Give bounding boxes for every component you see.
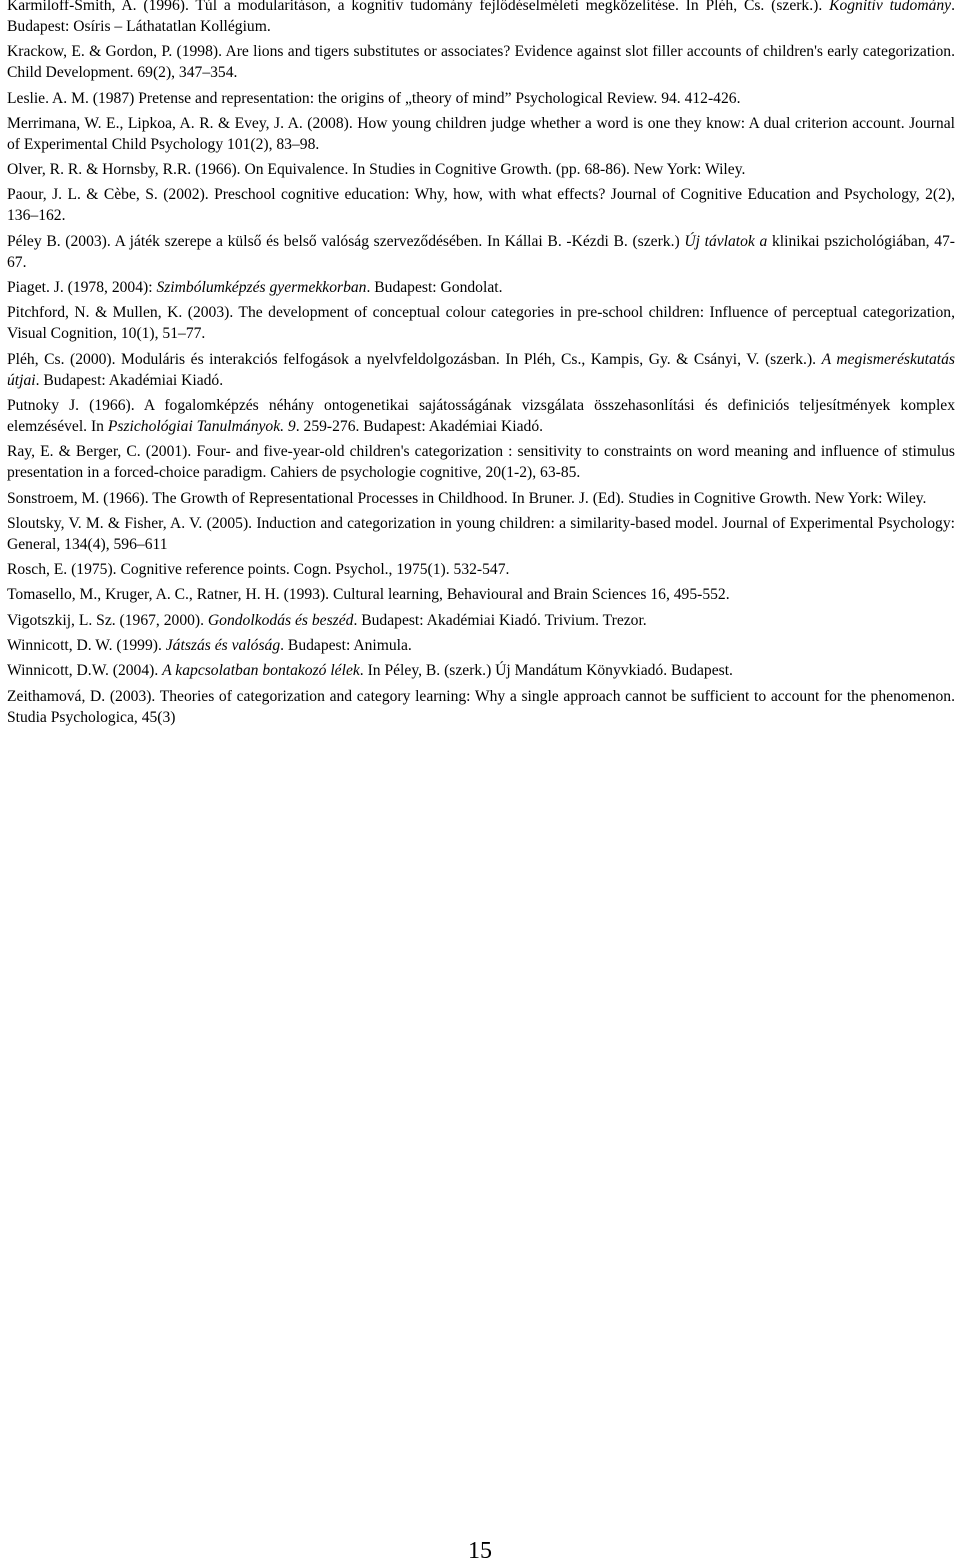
- reference-text: Leslie. A. M. (1987) Pretense and representation: the origins of „theory of mind” Psychological Review. 94. 412-426.: [7, 89, 741, 107]
- reference-italic-title: A kapcsolatban bontakozó lélek: [162, 662, 360, 680]
- reference-italic-title: Szimbólumképzés gyermekkorban: [156, 279, 367, 297]
- reference-italic-title: Gondolkodás és beszéd: [207, 611, 354, 629]
- reference-entry: [7, 159, 955, 180]
- reference-entry: [7, 513, 955, 555]
- reference-italic-title: Pszichológiai Tanulmányok. 9: [107, 417, 296, 435]
- reference-entry: [7, 0, 955, 37]
- reference-entry: [7, 488, 955, 509]
- reference-entry: [7, 302, 955, 344]
- reference-text: Piaget. J. (1978, 2004):: [7, 279, 157, 297]
- reference-entry: [7, 113, 955, 155]
- reference-text: Zeithamová, D. (2003). Theories of categorization and category learning: Why a single approach cannot be sufficient to account for the phenomenon. Studia Psychologica, 45(3): [7, 687, 955, 726]
- reference-text: Merrimana, W. E., Lipkoa, A. R. & Evey, J. A. (2008). How young children judge whether a word is one they know: A dual criterion account. Journal of Experimental Child Psychology 101(2), 83–98.: [7, 114, 955, 153]
- reference-text: Tomasello, M., Kruger, A. C., Ratner, H. H. (1993). Cultural learning, Behavioural and Brain Sciences 16, 495-552.: [7, 586, 730, 604]
- reference-italic-title: A megismeréskutatás útjai: [7, 350, 955, 389]
- reference-entry: [7, 395, 955, 437]
- reference-entry: [7, 88, 955, 109]
- reference-italic-title: Játszás és valóság: [165, 637, 281, 655]
- reference-text-tail: . Budapest: Gondolat.: [366, 279, 503, 297]
- reference-text-tail: . 259-276. Budapest: Akadémiai Kiadó.: [295, 417, 544, 435]
- reference-text: Putnoky J. (1966). A fogalomképzés néhány ontogenetikai sajátosságának vizsgálata összehasonlítási és definiciós teljesítmények komplex elemzésével. In: [7, 396, 955, 435]
- reference-entry: [7, 277, 955, 298]
- page-number: 15: [468, 1538, 492, 1564]
- reference-entry: [7, 660, 955, 681]
- reference-italic-title: Új távlatok a: [684, 232, 768, 250]
- reference-text: Paour, J. L. & Cèbe, S. (2002). Preschool cognitive education: Why, how, with what effects? Journal of Cognitive Education and Psychology, 2(2), 136–162.: [7, 186, 955, 225]
- reference-entry: [7, 41, 955, 83]
- reference-text: Karmiloff-Smith, A. (1996). Túl a modularitáson, a kognitív tudomány fejlődéselméleti megközelítése. In Pléh, Cs. (szerk.).: [7, 0, 830, 14]
- reference-text: Rosch, E. (1975). Cognitive reference points. Cogn. Psychol., 1975(1). 532-547.: [7, 561, 510, 579]
- reference-entry: [7, 635, 955, 656]
- reference-text: Winnicott, D.W. (2004).: [7, 662, 163, 680]
- reference-italic-title: Kognitív tudomány: [829, 0, 952, 14]
- reference-text: Péley B. (2003). A játék szerepe a külső és belső valóság szerveződésében. In Kállai B. -Kézdi B. (szerk.): [7, 232, 685, 250]
- reference-entry: [7, 184, 955, 226]
- reference-entry: [7, 559, 955, 580]
- reference-text: Krackow, E. & Gordon, P. (1998). Are lions and tigers substitutes or associates? Evidence against slot filler accounts of children's early categorization. Child Development. 69(2), 347–354.: [7, 43, 955, 82]
- reference-entry: [7, 686, 955, 728]
- reference-text-tail: . Budapest: Akadémiai Kiadó.: [35, 371, 224, 389]
- reference-entry: [7, 584, 955, 605]
- reference-text: Sonstroem, M. (1966). The Growth of Representational Processes in Childhood. In Bruner. J. (Ed). Studies in Cognitive Growth. New York: Wiley.: [7, 489, 927, 507]
- reference-text: Ray, E. & Berger, C. (2001). Four- and five-year-old children's categorization : sensitivity to constraints on word meaning and influence of stimulus presentation in a forced-choice paradigm. Cahiers de psychologie cognitive, 20(1-2), 63-85.: [7, 443, 955, 482]
- reference-text-tail: klinikai pszichológiában, 47-67.: [7, 232, 955, 271]
- reference-text-tail: . In Péley, B. (szerk.) Új Mandátum Könyvkiadó. Budapest.: [359, 662, 733, 680]
- reference-entry: [7, 349, 955, 391]
- reference-entry: [7, 610, 955, 631]
- reference-entry: [7, 441, 955, 483]
- reference-list: [7, 0, 955, 732]
- reference-text: Sloutsky, V. M. & Fisher, A. V. (2005). Induction and categorization in young children: a similarity-based model. Journal of Experimental Psychology: General, 134(4), 596–611: [7, 514, 955, 553]
- reference-entry: [7, 231, 955, 273]
- reference-text: Pitchford, N. & Mullen, K. (2003). The development of conceptual colour categories in pre-school children: Influence of perceptual categorization, Visual Cognition, 10(1), 51–77.: [7, 304, 955, 343]
- reference-text-tail: . Budapest: Osíris – Láthatatlan Kollégium.: [7, 0, 956, 35]
- reference-text-tail: . Budapest: Animula.: [280, 637, 412, 655]
- reference-text: Vigotszkij, L. Sz. (1967, 2000).: [7, 611, 208, 629]
- reference-text-tail: . Budapest: Akadémiai Kiadó. Trivium. Trezor.: [353, 611, 647, 629]
- reference-text: Winnicott, D. W. (1999).: [7, 637, 166, 655]
- reference-text: Pléh, Cs. (2000). Moduláris és interakciós felfogások a nyelvfeldolgozásban. In Pléh, Cs., Kampis, Gy. & Csányi, V. (szerk.).: [7, 350, 822, 368]
- reference-text: Olver, R. R. & Hornsby, R.R. (1966). On Equivalence. In Studies in Cognitive Growth. (pp. 68-86). New York: Wiley.: [7, 161, 746, 179]
